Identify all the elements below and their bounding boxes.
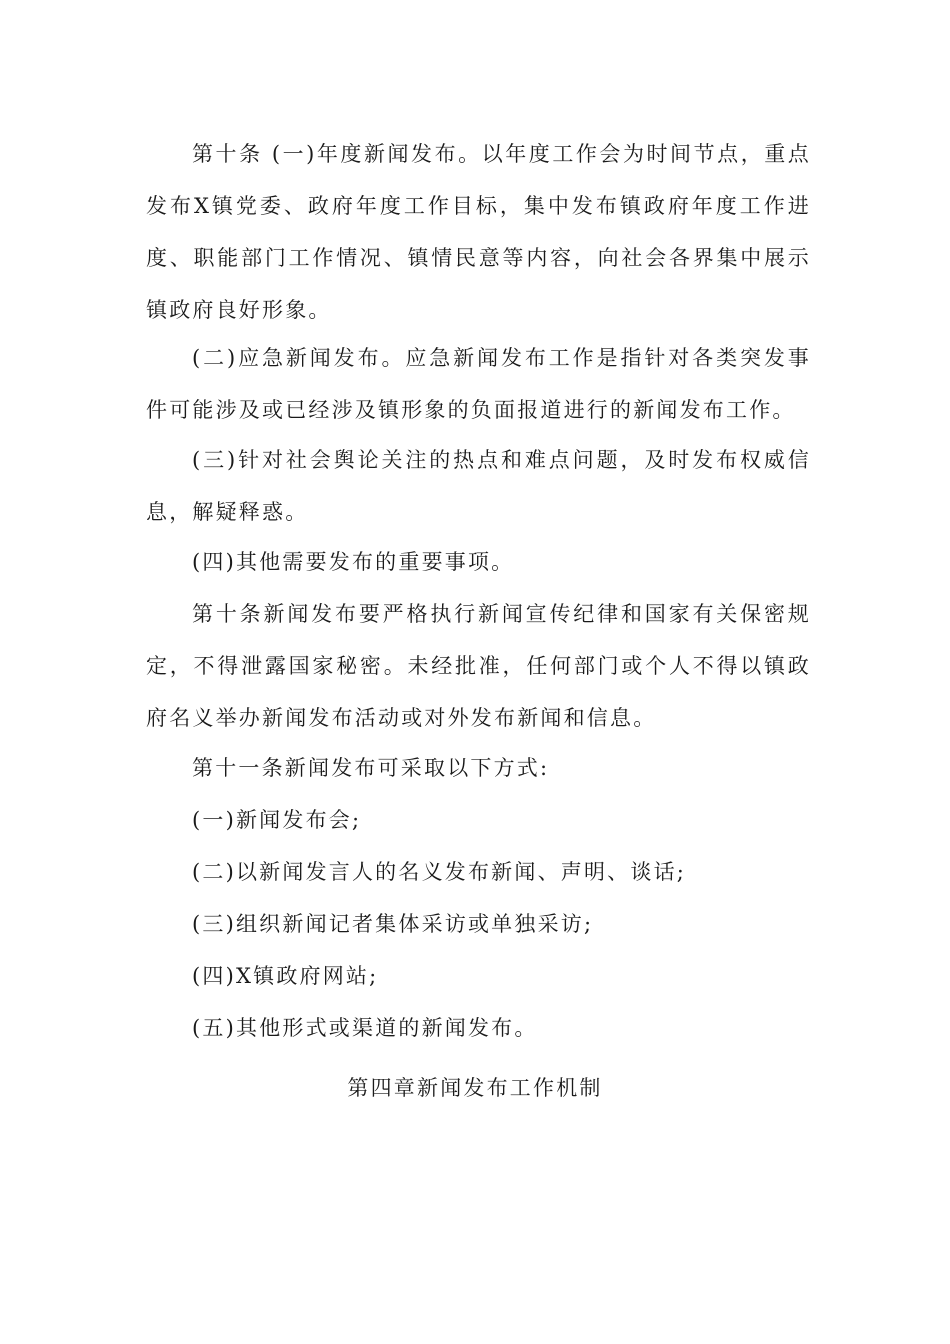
list-item [146,846,811,898]
list-item [146,794,811,846]
list-item [146,950,811,1002]
paragraph: 第十条新闻发布要严格执行新闻宣传纪律和国家有关保密规定，不得泄露国家秘密。未经批准，任何部门或个人不得以镇政府名义举办新闻发布活动或对外发布新闻和信息。 [146,602,811,730]
paragraph: (五)其他形式或渠道的新闻发布。 [192,1016,538,1040]
emergency-release-paragraph [146,332,811,436]
paragraph: (二)以新闻发言人的名义发布新闻、声明、谈话; [192,860,687,884]
paragraph: 第十一条新闻发布可采取以下方式: [192,756,550,780]
list-item [146,898,811,950]
paragraph: (二)应急新闻发布。应急新闻发布工作是指针对各类突发事件可能涉及或已经涉及镇形象的负面报道进行的新闻发布工作。 [146,346,811,422]
other-matters-paragraph [146,536,811,588]
paragraph: (三)组织新闻记者集体采访或单独采访; [192,912,594,936]
hot-issues-paragraph [146,434,811,538]
confidentiality-paragraph [146,588,811,744]
list-item [146,1002,811,1054]
paragraph: (四)X镇政府网站; [192,964,379,988]
chapter-heading: 第四章新闻发布工作机制 [347,1076,603,1100]
article-11-paragraph [146,742,811,794]
paragraph: 第十条 (一)年度新闻发布。以年度工作会为时间节点，重点发布X镇党委、政府年度工作目标，集中发布镇政府年度工作进度、职能部门工作情况、镇情民意等内容，向社会各界集中展示镇政府良好形象。 [146,142,811,322]
paragraph: (三)针对社会舆论关注的热点和难点问题，及时发布权威信息，解疑释惑。 [146,448,811,524]
article-10-paragraph [146,128,811,336]
paragraph: (一)新闻发布会; [192,808,362,832]
paragraph: (四)其他需要发布的重要事项。 [192,550,515,574]
